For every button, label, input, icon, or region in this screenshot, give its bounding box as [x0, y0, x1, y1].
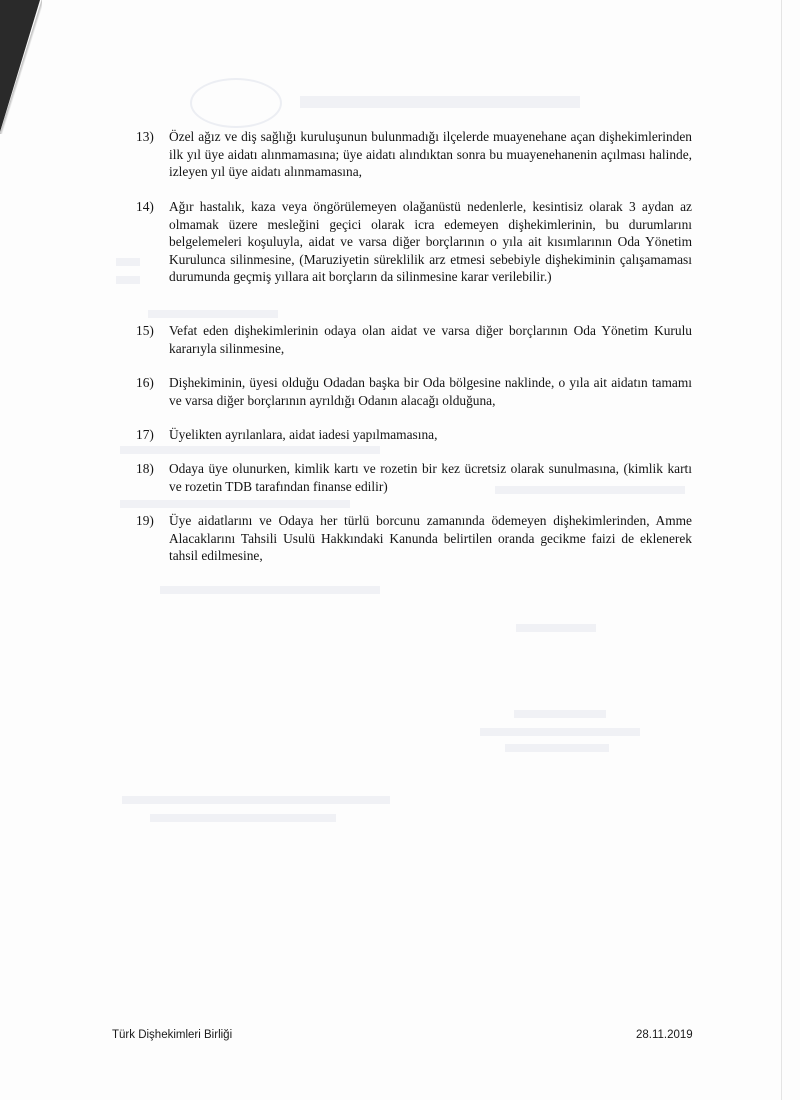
list-item	[136, 460, 692, 495]
show-through-line	[480, 728, 640, 736]
show-through-line	[122, 796, 390, 804]
footer-organization: Türk Dişhekimleri Birliği	[112, 1029, 233, 1041]
footer-date: 28.11.2019	[636, 1029, 693, 1041]
show-through-line	[514, 710, 606, 718]
show-through-line	[160, 586, 380, 594]
list-item	[136, 512, 692, 565]
list-item	[136, 128, 692, 181]
list-item	[136, 198, 692, 286]
show-through-line	[120, 500, 350, 508]
item-number: 16)	[136, 375, 154, 390]
item-text: Dişhekiminin, üyesi olduğu Odadan başka bir Oda bölgesine naklinde, o yıla ait aidatın tamamı ve varsa diğer borçlarının ayrıldığı Odanın alacağı olduğuna,	[169, 375, 692, 408]
show-through-line	[150, 814, 336, 822]
show-through-logo	[190, 78, 282, 128]
list-item	[136, 374, 692, 409]
item-number: 15)	[136, 323, 154, 338]
item-text: Üye aidatlarını ve Odaya her türlü borcunu zamanında ödemeyen dişhekimlerinden, Amme Alacaklarını Tahsili Usulü Hakkındaki Kanunda belirtilen oranda gecikme faizi de eklenerek tahsil edilmesine,	[169, 513, 692, 563]
show-through-line	[120, 446, 380, 454]
item-number: 13)	[136, 129, 154, 144]
item-text: Odaya üye olunurken, kimlik kartı ve rozetin bir kez ücretsiz olarak sunulmasına, (kimlik kartı ve rozetin TDB tarafından finanse edilir)	[169, 461, 692, 494]
show-through-line	[148, 310, 278, 318]
page-edge-line	[781, 0, 782, 1100]
item-text: Üyelikten ayrılanlara, aidat iadesi yapılmamasına,	[169, 427, 438, 442]
folded-corner-edge	[0, 0, 42, 134]
item-text: Vefat eden dişhekimlerinin odaya olan aidat ve varsa diğer borçlarının Oda Yönetim Kurulu kararıyla silinmesine,	[169, 323, 692, 356]
show-through-header	[300, 96, 580, 108]
item-number: 19)	[136, 513, 154, 528]
show-through-line	[505, 744, 609, 752]
show-through-line	[516, 624, 596, 632]
item-number: 17)	[136, 427, 154, 442]
item-number: 18)	[136, 461, 154, 476]
item-text: Ağır hastalık, kaza veya öngörülemeyen olağanüstü nedenlerle, kesintisiz olarak 3 aydan az olmamak üzere mesleğini geçici olarak icra edemeyen dişhekimlerinin, bu durumlarını belgelemeleri koşuluyla, aidat ve varsa diğer borçlarının o yıla ait kısımlarının Oda Yönetim Kurulunca silinmesine, (Maruziyetin süreklilik arz etmesi sebebiyle dişhekiminin çalışamaması durumunda geçmiş yıllara ait borçların da silinmesine karar verilebilir.)	[169, 199, 692, 284]
item-number: 14)	[136, 199, 154, 214]
list-item	[136, 322, 692, 357]
item-text: Özel ağız ve diş sağlığı kuruluşunun bulunmadığı ilçelerde muayenehane açan dişhekimlerinden ilk yıl üye aidatı alınmamasına; üye aidatı alındıktan sonra bu muayenehanenin açılması halinde, izleyen yıl üye aidatı alınmamasına,	[169, 129, 692, 179]
list-item	[136, 426, 692, 444]
